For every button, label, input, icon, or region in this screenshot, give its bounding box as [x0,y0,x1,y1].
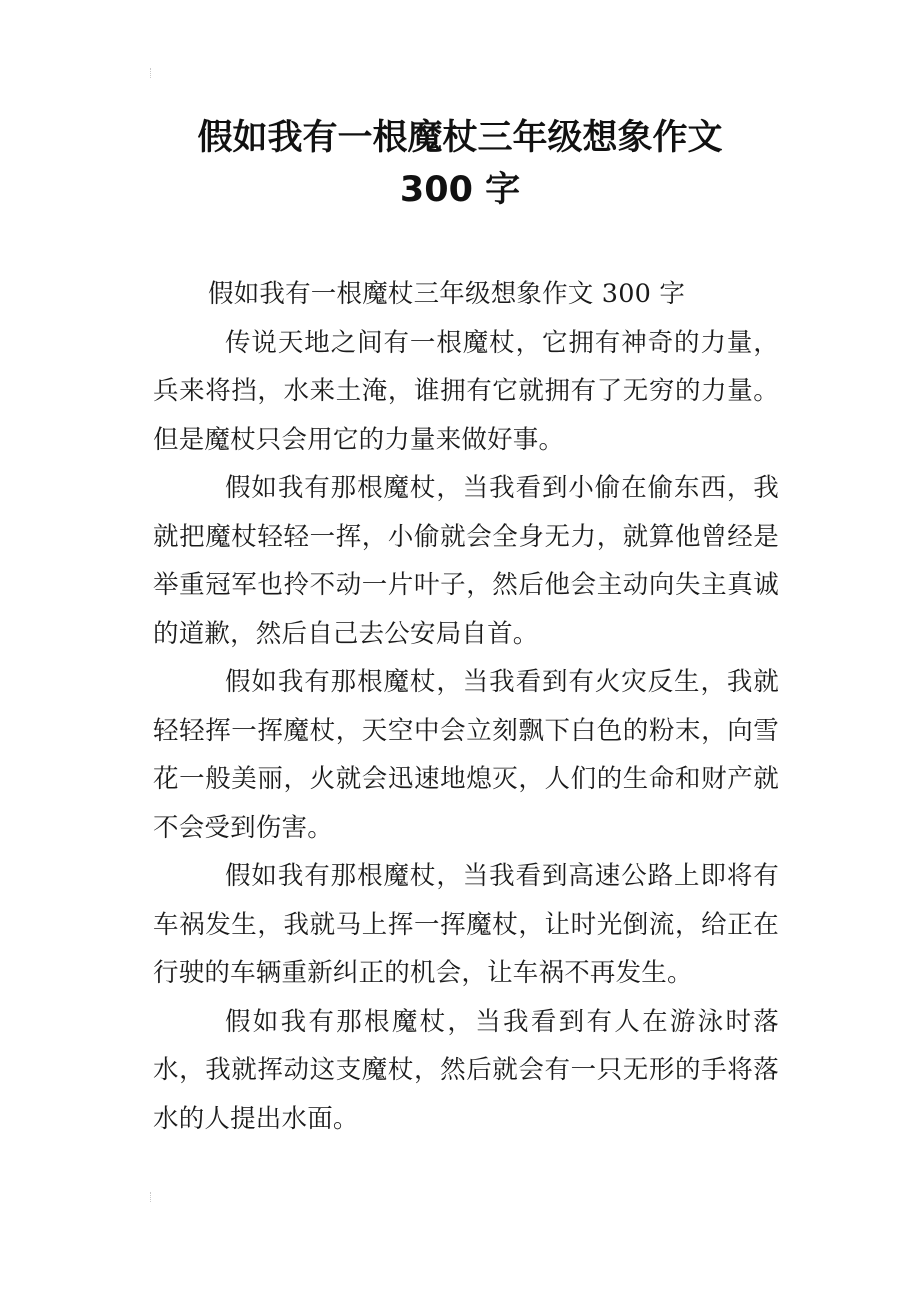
paragraph-4: 假如我有那根魔杖，当我看到高速公路上即将有车祸发生，我就马上挥一挥魔杖，让时光倒流，给正在行驶的车辆重新纠正的机会，让车祸不再发生。 [153,861,779,988]
document-title [0,112,920,216]
title-line-2: 300 字 [399,170,521,210]
paragraph-2: 假如我有那根魔杖，当我看到小偷在偷东西，我就把魔杖轻轻一挥，小偷就会全身无力，就算他曾经是举重冠军也拎不动一片叶子，然后他会主动向失主真诚的道歉，然后自己去公安局自首。 [153,473,779,649]
paragraph-5: 假如我有那根魔杖，当我看到有人在游泳时落水，我就挥动这支魔杖，然后就会有一只无形的手将落水的人提出水面。 [153,1006,779,1134]
paragraph-3: 假如我有那根魔杖，当我看到有火灾反生，我就轻轻挥一挥魔杖，天空中会立刻飘下白色的粉末，向雪花一般美丽，火就会迅速地熄灭，人们的生命和财产就不会受到伤害。 [153,667,779,843]
document-body [153,270,779,1143]
title-line-1: 假如我有一根魔杖三年级想象作文 [197,118,723,158]
document-subtitle: 假如我有一根魔杖三年级想象作文 300 字 [208,279,686,309]
corner-mark-top [150,68,155,78]
paragraph-1: 传说天地之间有一根魔杖，它拥有神奇的力量，兵来将挡，水来土淹，谁拥有它就拥有了无穷的力量。但是魔杖只会用它的力量来做好事。 [153,327,779,455]
corner-mark-bottom [150,1192,155,1202]
